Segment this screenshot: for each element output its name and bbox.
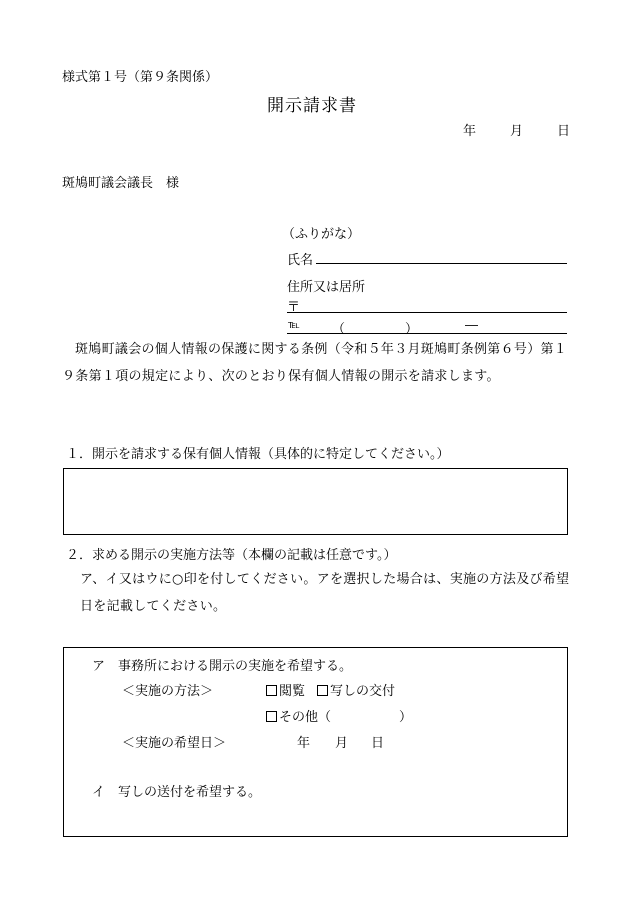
tel-icon: ℡ [288,318,300,331]
disclosure-method-box [63,647,568,837]
tel-close-paren: ） [405,322,419,337]
copy-checkbox[interactable] [317,685,328,696]
preferred-date-year: 年 [297,736,311,751]
section1-heading: １．開示を請求する保有個人情報（具体的に特定してください。） [66,447,450,462]
method-other-close: ） [399,710,413,725]
option-a-label[interactable]: ア 事務所における開示の実施を希望する。 [92,659,353,674]
name-label: 氏名 [287,253,314,268]
address-label: 住所又は居所 [287,280,366,295]
date-day-label: 日 [557,124,571,139]
method-view-option[interactable] [266,680,305,699]
tel-field[interactable] [287,333,567,334]
form-number: 様式第１号（第９条関係） [62,70,219,85]
date-year-label: 年 [463,124,477,139]
preferred-date-day: 日 [371,736,385,751]
tel-dash: ― [465,318,478,333]
method-copy-option[interactable] [317,680,395,699]
method-copy-label: 写しの交付 [330,684,396,699]
furigana-label: （ふりがな） [282,227,361,242]
method-label: ＜実施の方法＞ [122,684,214,699]
option-b-label[interactable]: イ 写しの送付を希望する。 [92,785,262,800]
intro-paragraph: 斑鳩町議会の個人情報の保護に関する条例（令和５年３月斑鳩町条例第６号）第１９条第１項の規定により、次のとおり保有個人情報の開示を請求します。 [62,342,568,384]
addressee: 斑鳩町議会議長 様 [62,176,180,191]
preferred-date-month: 月 [335,736,349,751]
page-title: 開示請求書 [267,96,357,116]
method-view-label: 閲覧 [279,684,306,699]
name-field[interactable] [316,263,567,264]
method-other-option[interactable] [266,706,331,725]
section2-instruction: ア、イ又はウに○印を付してください。アを選択した場合は、実施の方法及び希望日を記載してください。 [80,572,570,614]
tel-open-paren: （ [332,322,346,337]
postal-mark: 〒 [287,300,301,315]
preferred-date-label: ＜実施の希望日＞ [122,736,227,751]
section2-heading: ２．求める開示の実施方法等（本欄の記載は任意です。） [66,548,397,563]
other-checkbox[interactable] [266,711,277,722]
view-checkbox[interactable] [266,685,277,696]
method-other-label: その他（ [279,710,332,725]
address-field[interactable] [287,312,567,313]
requested-info-textarea[interactable] [63,468,568,535]
date-month-label: 月 [510,124,524,139]
